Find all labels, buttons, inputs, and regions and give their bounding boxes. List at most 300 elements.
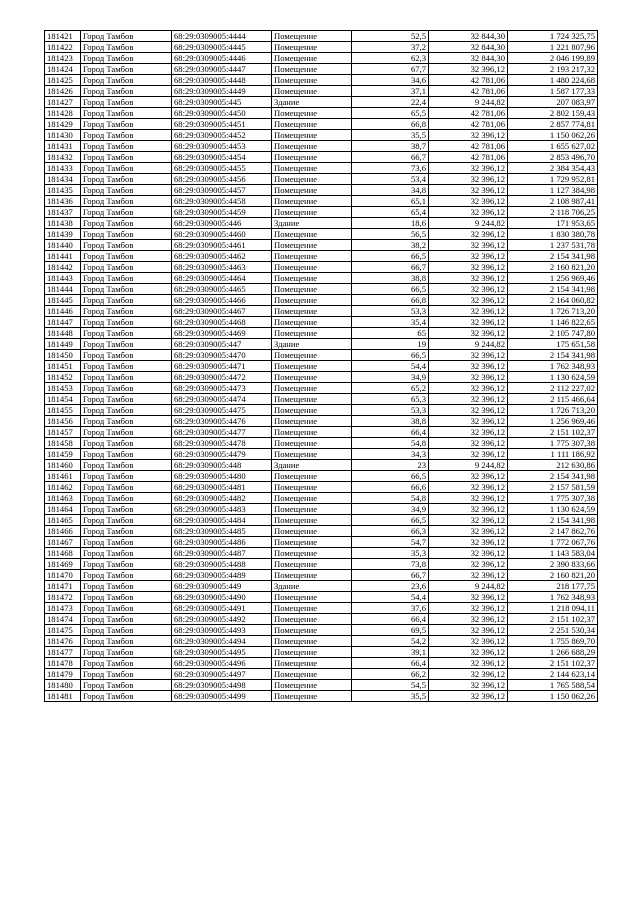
row-number-cell: 181432 [45, 152, 81, 163]
cadastral-value-cell: 2 154 341,98 [508, 471, 598, 482]
object-type-cell: Помещение [272, 328, 352, 339]
row-number-cell: 181475 [45, 625, 81, 636]
row-number-cell: 181470 [45, 570, 81, 581]
row-number-cell: 181434 [45, 174, 81, 185]
locality-cell: Город Тамбов [81, 592, 172, 603]
cadastral-number-cell: 68:29:0309005:4486 [172, 537, 272, 548]
locality-cell: Город Тамбов [81, 526, 172, 537]
locality-cell: Город Тамбов [81, 207, 172, 218]
table-row [45, 317, 598, 328]
cadastral-value-cell: 1 150 062,26 [508, 691, 598, 702]
table-row [45, 570, 598, 581]
locality-cell: Город Тамбов [81, 218, 172, 229]
row-number-cell: 181443 [45, 273, 81, 284]
cadastral-number-cell: 68:29:0309005:4478 [172, 438, 272, 449]
row-number-cell: 181468 [45, 548, 81, 559]
cadastral-value-cell: 1 143 583,04 [508, 548, 598, 559]
area-cell: 37,6 [352, 603, 429, 614]
table-row [45, 658, 598, 669]
table-row [45, 592, 598, 603]
locality-cell: Город Тамбов [81, 482, 172, 493]
locality-cell: Город Тамбов [81, 570, 172, 581]
specific-value-cell: 32 396,12 [429, 350, 508, 361]
table-row [45, 240, 598, 251]
row-number-cell: 181453 [45, 383, 81, 394]
object-type-cell: Помещение [272, 669, 352, 680]
area-cell: 66,7 [352, 152, 429, 163]
area-cell: 39,1 [352, 647, 429, 658]
cadastral-number-cell: 68:29:0309005:4459 [172, 207, 272, 218]
cadastral-value-cell: 2 802 159,43 [508, 108, 598, 119]
cadastral-number-cell: 68:29:0309005:4466 [172, 295, 272, 306]
object-type-cell: Помещение [272, 262, 352, 273]
table-row [45, 163, 598, 174]
cadastral-value-cell: 1 218 094,11 [508, 603, 598, 614]
specific-value-cell: 9 244,82 [429, 581, 508, 592]
table-row [45, 130, 598, 141]
cadastral-number-cell: 68:29:0309005:4485 [172, 526, 272, 537]
cadastral-number-cell: 68:29:0309005:4473 [172, 383, 272, 394]
cadastral-value-cell: 2 108 987,41 [508, 196, 598, 207]
locality-cell: Город Тамбов [81, 328, 172, 339]
cadastral-value-cell: 1 111 186,92 [508, 449, 598, 460]
locality-cell: Город Тамбов [81, 658, 172, 669]
locality-cell: Город Тамбов [81, 174, 172, 185]
area-cell: 66,7 [352, 570, 429, 581]
table-row [45, 383, 598, 394]
cadastral-number-cell: 68:29:0309005:4481 [172, 482, 272, 493]
cadastral-value-cell: 1 724 325,75 [508, 31, 598, 42]
object-type-cell: Помещение [272, 229, 352, 240]
table-row [45, 196, 598, 207]
object-type-cell: Помещение [272, 31, 352, 42]
cadastral-number-cell: 68:29:0309005:4455 [172, 163, 272, 174]
area-cell: 35,5 [352, 691, 429, 702]
document-page [44, 30, 598, 702]
cadastral-value-cell: 2 251 530,34 [508, 625, 598, 636]
specific-value-cell: 32 396,12 [429, 416, 508, 427]
locality-cell: Город Тамбов [81, 240, 172, 251]
row-number-cell: 181467 [45, 537, 81, 548]
cadastral-number-cell: 68:29:0309005:4499 [172, 691, 272, 702]
row-number-cell: 181437 [45, 207, 81, 218]
row-number-cell: 181471 [45, 581, 81, 592]
specific-value-cell: 9 244,82 [429, 97, 508, 108]
cadastral-value-cell: 171 953,65 [508, 218, 598, 229]
area-cell: 67,7 [352, 64, 429, 75]
table-row [45, 273, 598, 284]
cadastral-number-cell: 68:29:0309005:4475 [172, 405, 272, 416]
cadastral-number-cell: 68:29:0309005:4497 [172, 669, 272, 680]
locality-cell: Город Тамбов [81, 75, 172, 86]
cadastral-number-cell: 68:29:0309005:4498 [172, 680, 272, 691]
locality-cell: Город Тамбов [81, 31, 172, 42]
area-cell: 66,5 [352, 350, 429, 361]
area-cell: 23,6 [352, 581, 429, 592]
cadastral-value-cell: 2 160 821,20 [508, 570, 598, 581]
table-row [45, 691, 598, 702]
table-row [45, 64, 598, 75]
specific-value-cell: 32 396,12 [429, 328, 508, 339]
row-number-cell: 181429 [45, 119, 81, 130]
cadastral-number-cell: 68:29:0309005:4472 [172, 372, 272, 383]
cadastral-value-cell: 1 587 177,33 [508, 86, 598, 97]
area-cell: 35,3 [352, 548, 429, 559]
area-cell: 37,2 [352, 42, 429, 53]
row-number-cell: 181435 [45, 185, 81, 196]
object-type-cell: Помещение [272, 273, 352, 284]
cadastral-number-cell: 68:29:0309005:4465 [172, 284, 272, 295]
cadastral-number-cell: 68:29:0309005:4458 [172, 196, 272, 207]
specific-value-cell: 32 396,12 [429, 284, 508, 295]
table-row [45, 427, 598, 438]
object-type-cell: Помещение [272, 361, 352, 372]
cadastral-number-cell: 68:29:0309005:4495 [172, 647, 272, 658]
area-cell: 66,2 [352, 669, 429, 680]
area-cell: 65,3 [352, 394, 429, 405]
table-row [45, 416, 598, 427]
specific-value-cell: 32 396,12 [429, 669, 508, 680]
row-number-cell: 181439 [45, 229, 81, 240]
cadastral-value-cell: 1 775 307,38 [508, 493, 598, 504]
cadastral-number-cell: 68:29:0309005:4477 [172, 427, 272, 438]
area-cell: 53,3 [352, 306, 429, 317]
cadastral-number-cell: 68:29:0309005:4449 [172, 86, 272, 97]
locality-cell: Город Тамбов [81, 691, 172, 702]
object-type-cell: Помещение [272, 592, 352, 603]
specific-value-cell: 32 396,12 [429, 262, 508, 273]
table-row [45, 680, 598, 691]
cadastral-value-cell: 2 151 102,37 [508, 658, 598, 669]
table-row [45, 669, 598, 680]
cadastral-value-cell: 1 830 380,78 [508, 229, 598, 240]
specific-value-cell: 32 396,12 [429, 295, 508, 306]
cadastral-number-cell: 68:29:0309005:4452 [172, 130, 272, 141]
locality-cell: Город Тамбов [81, 515, 172, 526]
area-cell: 66,8 [352, 295, 429, 306]
cadastral-value-cell: 1 150 062,26 [508, 130, 598, 141]
specific-value-cell: 32 396,12 [429, 537, 508, 548]
area-cell: 35,4 [352, 317, 429, 328]
locality-cell: Город Тамбов [81, 350, 172, 361]
locality-cell: Город Тамбов [81, 427, 172, 438]
cadastral-value-cell: 1 772 067,76 [508, 537, 598, 548]
cadastral-number-cell: 68:29:0309005:4467 [172, 306, 272, 317]
table-row [45, 603, 598, 614]
specific-value-cell: 32 396,12 [429, 394, 508, 405]
area-cell: 54,7 [352, 537, 429, 548]
locality-cell: Город Тамбов [81, 493, 172, 504]
locality-cell: Город Тамбов [81, 636, 172, 647]
cadastral-number-cell: 68:29:0309005:4476 [172, 416, 272, 427]
table-row [45, 460, 598, 471]
area-cell: 66,5 [352, 471, 429, 482]
area-cell: 18,6 [352, 218, 429, 229]
cadastral-number-cell: 68:29:0309005:4461 [172, 240, 272, 251]
specific-value-cell: 32 396,12 [429, 570, 508, 581]
table-row [45, 306, 598, 317]
locality-cell: Город Тамбов [81, 97, 172, 108]
area-cell: 65,5 [352, 108, 429, 119]
row-number-cell: 181474 [45, 614, 81, 625]
row-number-cell: 181441 [45, 251, 81, 262]
area-cell: 37,1 [352, 86, 429, 97]
table-row [45, 405, 598, 416]
table-row [45, 350, 598, 361]
cadastral-number-cell: 68:29:0309005:4487 [172, 548, 272, 559]
cadastral-number-cell: 68:29:0309005:4496 [172, 658, 272, 669]
locality-cell: Город Тамбов [81, 405, 172, 416]
cadastral-value-cell: 175 651,58 [508, 339, 598, 350]
locality-cell: Город Тамбов [81, 273, 172, 284]
cadastral-value-cell: 1 146 822,65 [508, 317, 598, 328]
area-cell: 53,4 [352, 174, 429, 185]
row-number-cell: 181438 [45, 218, 81, 229]
row-number-cell: 181481 [45, 691, 81, 702]
area-cell: 66,5 [352, 515, 429, 526]
cadastral-number-cell: 68:29:0309005:4489 [172, 570, 272, 581]
cadastral-value-cell: 2 151 102,37 [508, 614, 598, 625]
cadastral-number-cell: 68:29:0309005:4492 [172, 614, 272, 625]
object-type-cell: Помещение [272, 174, 352, 185]
specific-value-cell: 32 396,12 [429, 636, 508, 647]
row-number-cell: 181428 [45, 108, 81, 119]
object-type-cell: Помещение [272, 372, 352, 383]
cadastral-value-cell: 2 193 217,32 [508, 64, 598, 75]
cadastral-number-cell: 68:29:0309005:4451 [172, 119, 272, 130]
row-number-cell: 181465 [45, 515, 81, 526]
cadastral-value-table [44, 30, 598, 702]
cadastral-number-cell: 68:29:0309005:4470 [172, 350, 272, 361]
specific-value-cell: 32 396,12 [429, 207, 508, 218]
locality-cell: Город Тамбов [81, 548, 172, 559]
object-type-cell: Помещение [272, 284, 352, 295]
row-number-cell: 181451 [45, 361, 81, 372]
cadastral-number-cell: 68:29:0309005:4445 [172, 42, 272, 53]
cadastral-number-cell: 68:29:0309005:447 [172, 339, 272, 350]
table-row [45, 174, 598, 185]
row-number-cell: 181458 [45, 438, 81, 449]
locality-cell: Город Тамбов [81, 372, 172, 383]
object-type-cell: Помещение [272, 394, 352, 405]
cadastral-value-cell: 1 655 627,02 [508, 141, 598, 152]
locality-cell: Город Тамбов [81, 680, 172, 691]
locality-cell: Город Тамбов [81, 383, 172, 394]
row-number-cell: 181427 [45, 97, 81, 108]
specific-value-cell: 32 396,12 [429, 163, 508, 174]
specific-value-cell: 32 396,12 [429, 592, 508, 603]
object-type-cell: Помещение [272, 647, 352, 658]
object-type-cell: Помещение [272, 141, 352, 152]
object-type-cell: Помещение [272, 680, 352, 691]
table-row [45, 328, 598, 339]
object-type-cell: Помещение [272, 383, 352, 394]
row-number-cell: 181430 [45, 130, 81, 141]
row-number-cell: 181447 [45, 317, 81, 328]
row-number-cell: 181457 [45, 427, 81, 438]
area-cell: 66,4 [352, 614, 429, 625]
object-type-cell: Помещение [272, 548, 352, 559]
cadastral-number-cell: 68:29:0309005:4479 [172, 449, 272, 460]
specific-value-cell: 9 244,82 [429, 460, 508, 471]
table-row [45, 394, 598, 405]
object-type-cell: Помещение [272, 570, 352, 581]
area-cell: 54,8 [352, 493, 429, 504]
row-number-cell: 181479 [45, 669, 81, 680]
locality-cell: Город Тамбов [81, 306, 172, 317]
cadastral-value-cell: 1 765 588,54 [508, 680, 598, 691]
object-type-cell: Помещение [272, 537, 352, 548]
row-number-cell: 181445 [45, 295, 81, 306]
object-type-cell: Помещение [272, 251, 352, 262]
specific-value-cell: 32 396,12 [429, 438, 508, 449]
specific-value-cell: 32 396,12 [429, 427, 508, 438]
row-number-cell: 181449 [45, 339, 81, 350]
row-number-cell: 181421 [45, 31, 81, 42]
locality-cell: Город Тамбов [81, 53, 172, 64]
cadastral-value-cell: 1 221 807,96 [508, 42, 598, 53]
specific-value-cell: 32 396,12 [429, 174, 508, 185]
cadastral-number-cell: 68:29:0309005:4471 [172, 361, 272, 372]
area-cell: 73,6 [352, 163, 429, 174]
locality-cell: Город Тамбов [81, 460, 172, 471]
cadastral-number-cell: 68:29:0309005:446 [172, 218, 272, 229]
locality-cell: Город Тамбов [81, 108, 172, 119]
object-type-cell: Помещение [272, 185, 352, 196]
cadastral-number-cell: 68:29:0309005:4482 [172, 493, 272, 504]
specific-value-cell: 32 396,12 [429, 504, 508, 515]
table-row [45, 86, 598, 97]
specific-value-cell: 32 396,12 [429, 603, 508, 614]
object-type-cell: Помещение [272, 603, 352, 614]
specific-value-cell: 42 781,06 [429, 108, 508, 119]
row-number-cell: 181478 [45, 658, 81, 669]
specific-value-cell: 32 396,12 [429, 559, 508, 570]
table-row [45, 515, 598, 526]
cadastral-value-cell: 2 390 833,66 [508, 559, 598, 570]
locality-cell: Город Тамбов [81, 196, 172, 207]
cadastral-value-cell: 1 729 952,81 [508, 174, 598, 185]
object-type-cell: Помещение [272, 427, 352, 438]
table-row [45, 53, 598, 64]
specific-value-cell: 32 844,30 [429, 53, 508, 64]
specific-value-cell: 32 396,12 [429, 471, 508, 482]
object-type-cell: Помещение [272, 504, 352, 515]
locality-cell: Город Тамбов [81, 669, 172, 680]
cadastral-number-cell: 68:29:0309005:4463 [172, 262, 272, 273]
row-number-cell: 181473 [45, 603, 81, 614]
area-cell: 66,5 [352, 284, 429, 295]
cadastral-number-cell: 68:29:0309005:4491 [172, 603, 272, 614]
table-row [45, 361, 598, 372]
object-type-cell: Помещение [272, 317, 352, 328]
cadastral-value-cell: 2 046 199,89 [508, 53, 598, 64]
cadastral-number-cell: 68:29:0309005:4448 [172, 75, 272, 86]
locality-cell: Город Тамбов [81, 559, 172, 570]
cadastral-number-cell: 68:29:0309005:4484 [172, 515, 272, 526]
specific-value-cell: 32 396,12 [429, 493, 508, 504]
specific-value-cell: 32 396,12 [429, 251, 508, 262]
area-cell: 65,4 [352, 207, 429, 218]
row-number-cell: 181476 [45, 636, 81, 647]
cadastral-value-cell: 2 144 623,14 [508, 669, 598, 680]
row-number-cell: 181472 [45, 592, 81, 603]
locality-cell: Город Тамбов [81, 86, 172, 97]
cadastral-number-cell: 68:29:0309005:4453 [172, 141, 272, 152]
area-cell: 34,8 [352, 185, 429, 196]
cadastral-value-cell: 1 130 624,59 [508, 504, 598, 515]
locality-cell: Город Тамбов [81, 603, 172, 614]
row-number-cell: 181433 [45, 163, 81, 174]
object-type-cell: Здание [272, 460, 352, 471]
row-number-cell: 181454 [45, 394, 81, 405]
object-type-cell: Помещение [272, 53, 352, 64]
table-row [45, 185, 598, 196]
row-number-cell: 181446 [45, 306, 81, 317]
area-cell: 54,2 [352, 636, 429, 647]
object-type-cell: Помещение [272, 152, 352, 163]
row-number-cell: 181463 [45, 493, 81, 504]
specific-value-cell: 32 396,12 [429, 317, 508, 328]
area-cell: 53,3 [352, 405, 429, 416]
cadastral-number-cell: 68:29:0309005:449 [172, 581, 272, 592]
object-type-cell: Помещение [272, 108, 352, 119]
locality-cell: Город Тамбов [81, 152, 172, 163]
row-number-cell: 181459 [45, 449, 81, 460]
row-number-cell: 181425 [45, 75, 81, 86]
area-cell: 65,1 [352, 196, 429, 207]
locality-cell: Город Тамбов [81, 471, 172, 482]
locality-cell: Город Тамбов [81, 262, 172, 273]
cadastral-value-cell: 2 154 341,98 [508, 350, 598, 361]
area-cell: 38,7 [352, 141, 429, 152]
object-type-cell: Помещение [272, 119, 352, 130]
row-number-cell: 181422 [45, 42, 81, 53]
locality-cell: Город Тамбов [81, 42, 172, 53]
area-cell: 66,6 [352, 482, 429, 493]
cadastral-value-cell: 2 154 341,98 [508, 251, 598, 262]
cadastral-value-cell: 1 755 869,70 [508, 636, 598, 647]
area-cell: 34,9 [352, 372, 429, 383]
specific-value-cell: 32 396,12 [429, 306, 508, 317]
specific-value-cell: 42 781,06 [429, 86, 508, 97]
row-number-cell: 181448 [45, 328, 81, 339]
table-row [45, 42, 598, 53]
object-type-cell: Помещение [272, 449, 352, 460]
object-type-cell: Помещение [272, 482, 352, 493]
specific-value-cell: 32 844,30 [429, 31, 508, 42]
specific-value-cell: 9 244,82 [429, 218, 508, 229]
table-row [45, 614, 598, 625]
cadastral-value-cell: 1 256 969,46 [508, 416, 598, 427]
locality-cell: Город Тамбов [81, 537, 172, 548]
cadastral-value-cell: 1 130 624,59 [508, 372, 598, 383]
row-number-cell: 181424 [45, 64, 81, 75]
row-number-cell: 181426 [45, 86, 81, 97]
specific-value-cell: 32 396,12 [429, 64, 508, 75]
object-type-cell: Помещение [272, 64, 352, 75]
cadastral-number-cell: 68:29:0309005:4468 [172, 317, 272, 328]
cadastral-value-cell: 2 112 227,02 [508, 383, 598, 394]
specific-value-cell: 32 844,30 [429, 42, 508, 53]
object-type-cell: Помещение [272, 130, 352, 141]
cadastral-number-cell: 68:29:0309005:445 [172, 97, 272, 108]
area-cell: 66,5 [352, 251, 429, 262]
locality-cell: Город Тамбов [81, 295, 172, 306]
row-number-cell: 181480 [45, 680, 81, 691]
row-number-cell: 181444 [45, 284, 81, 295]
cadastral-value-cell: 2 147 862,76 [508, 526, 598, 537]
